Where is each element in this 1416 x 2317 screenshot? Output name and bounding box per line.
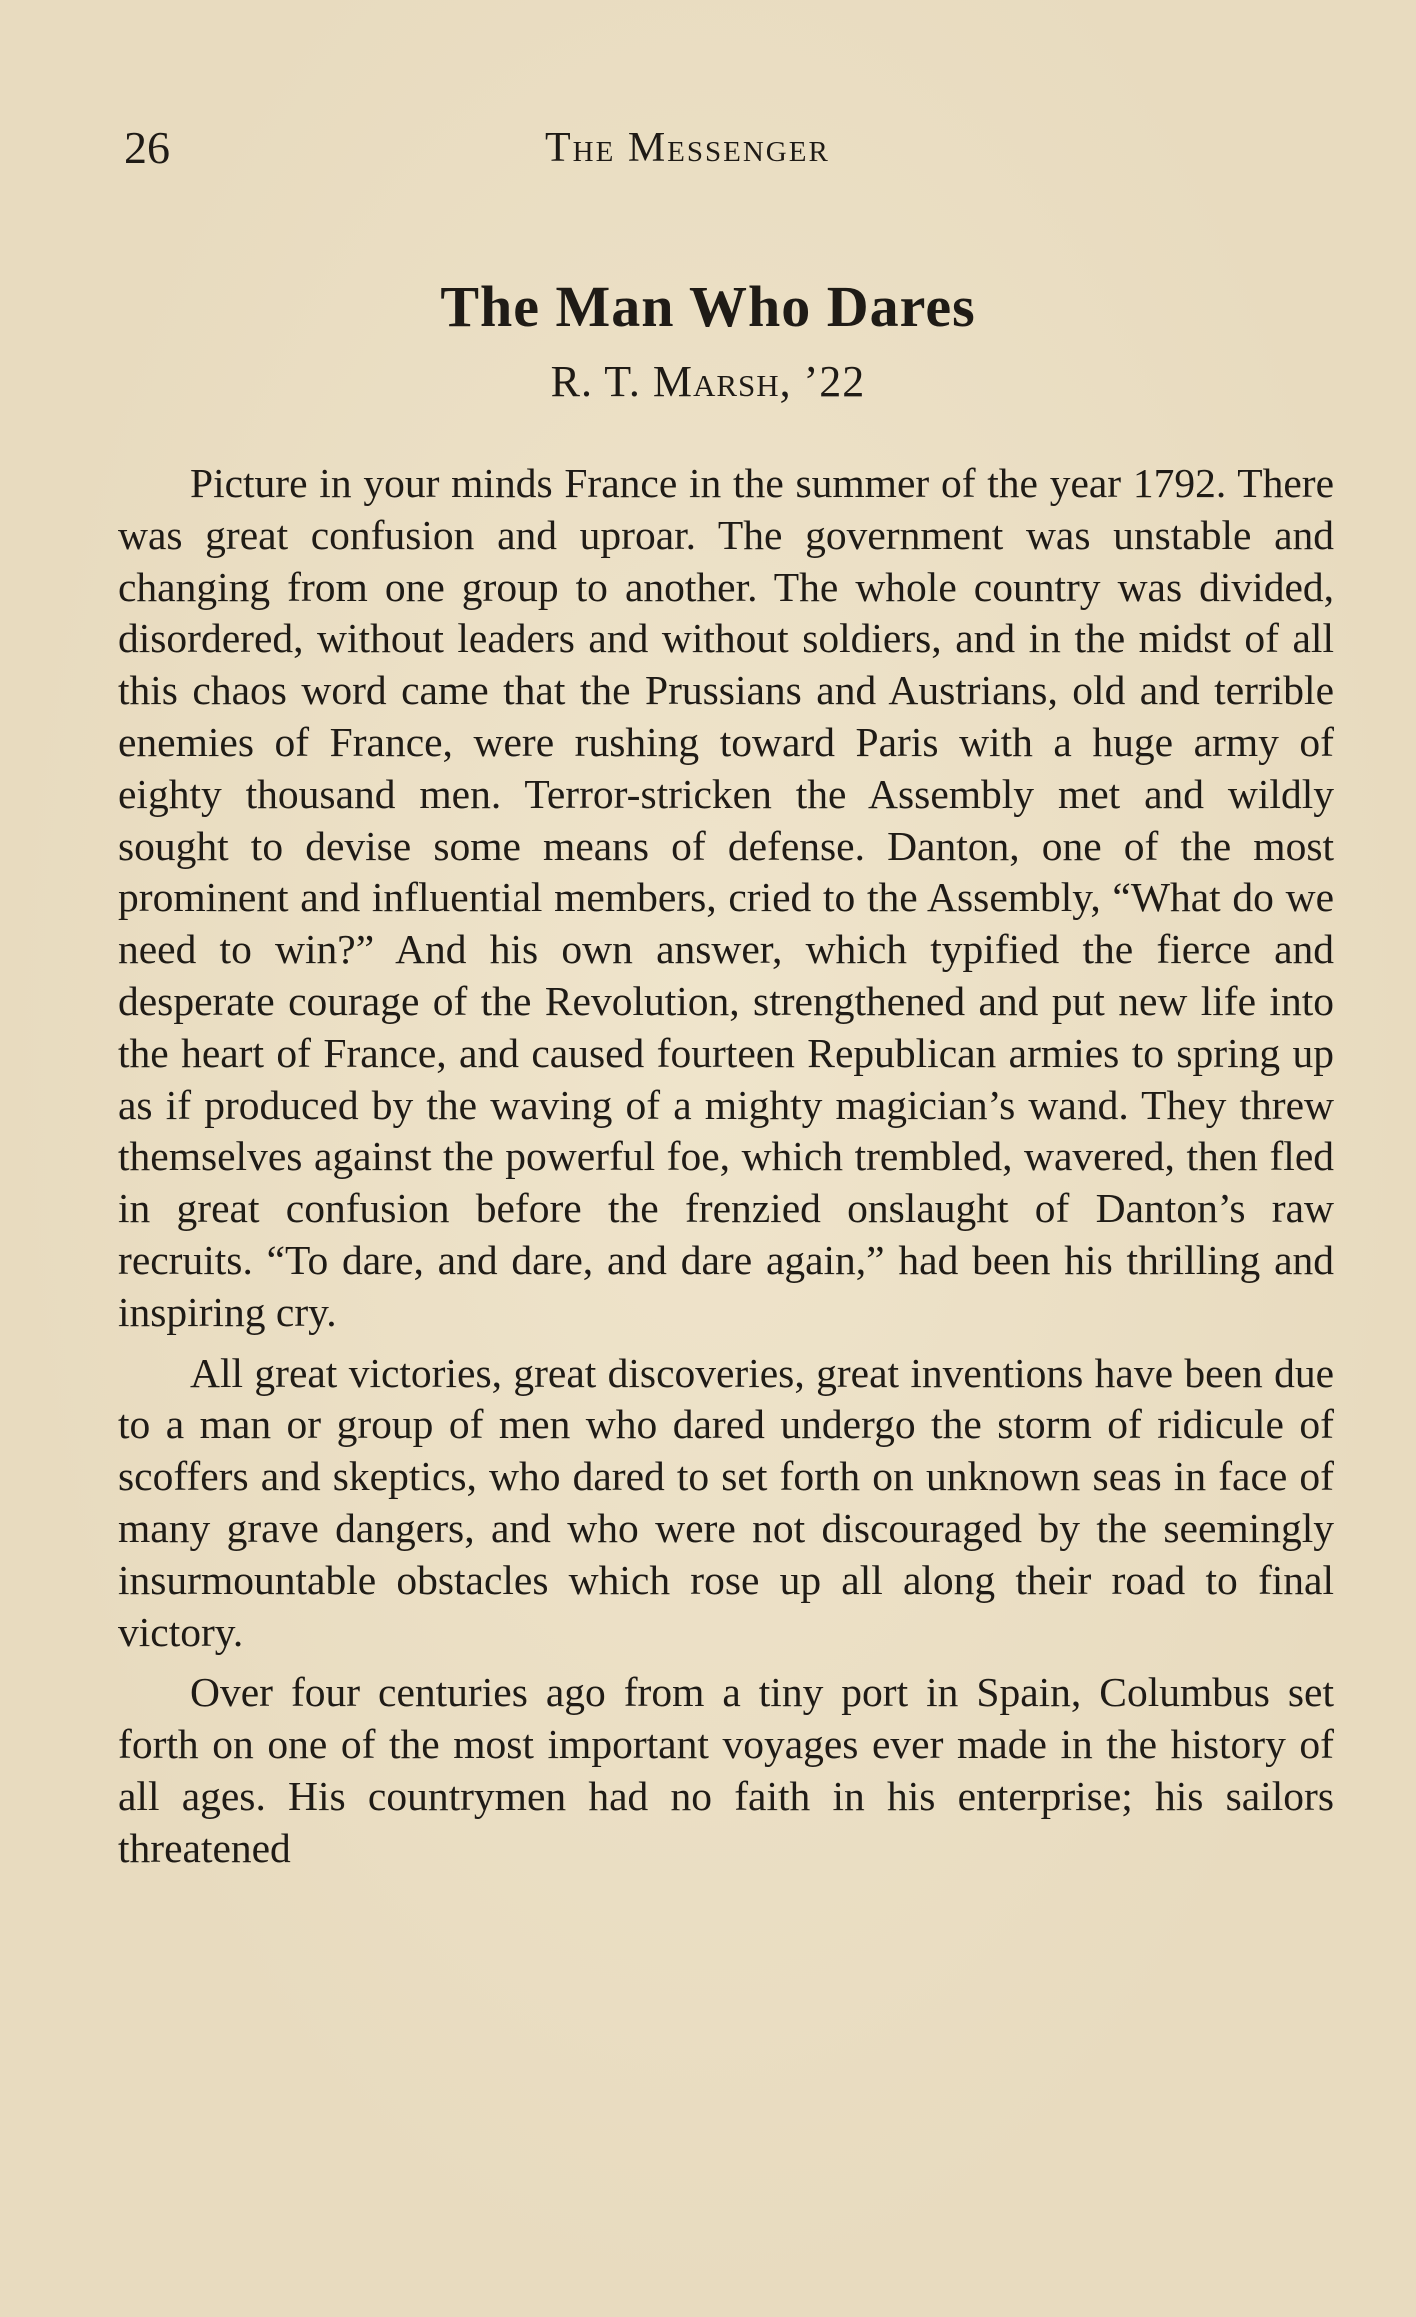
article-title: The Man Who Dares xyxy=(440,274,976,339)
paragraph: Picture in your minds France in the summer of the year 1792. There was great confusion and uproar. The government was unstable and changing from one group to another. The whole country was divided, disordered, without leaders and without soldiers, and in the midst of all this chaos word came that the Prussians and Austrians, old and terrible enemies of France, were rushing toward Paris with a huge army of eighty thousand men. Terror-stricken the Assembly met and wildly sought to devise some means of defense. Danton, one of the most prominent and influential members, cried to the Assembly, “What do we need to win?” And his own answer, which typified the fierce and desperate courage of the Revolution, strengthened and put new life into the heart of France, and caused fourteen Republican armies to spring up as if produced by the waving of a mighty magician’s wand. They threw themselves against the powerful foe, which trembled, wavered, then fled in great confusion before the frenzied onslaught of Danton’s raw recruits. “To dare, and dare, and dare again,” had been his thrilling and inspiring cry. xyxy=(118,460,1334,1335)
paragraph: All great victories, great discoveries, great inventions have been due to a man or group of men who dared undergo the storm of ridicule of scoffers and skeptics, who dared to set forth on unknown seas in face of many grave dangers, and who were not discouraged by the seemingly insurmountable obstacles which rose up all along their road to final victory. xyxy=(118,1349,1334,1655)
page-header xyxy=(0,118,1416,178)
article-author: R. T. Marsh, ’22 xyxy=(550,357,866,406)
article-body xyxy=(118,458,1334,1884)
running-head: The Messenger xyxy=(545,125,830,171)
page-number: 26 xyxy=(124,122,170,173)
paragraph: Over four centuries ago from a tiny port in Spain, Columbus set forth on one of the most important voyages ever made in the history of all ages. His countrymen had no faith in his enterprise; his sailors threatened xyxy=(118,1669,1334,1871)
